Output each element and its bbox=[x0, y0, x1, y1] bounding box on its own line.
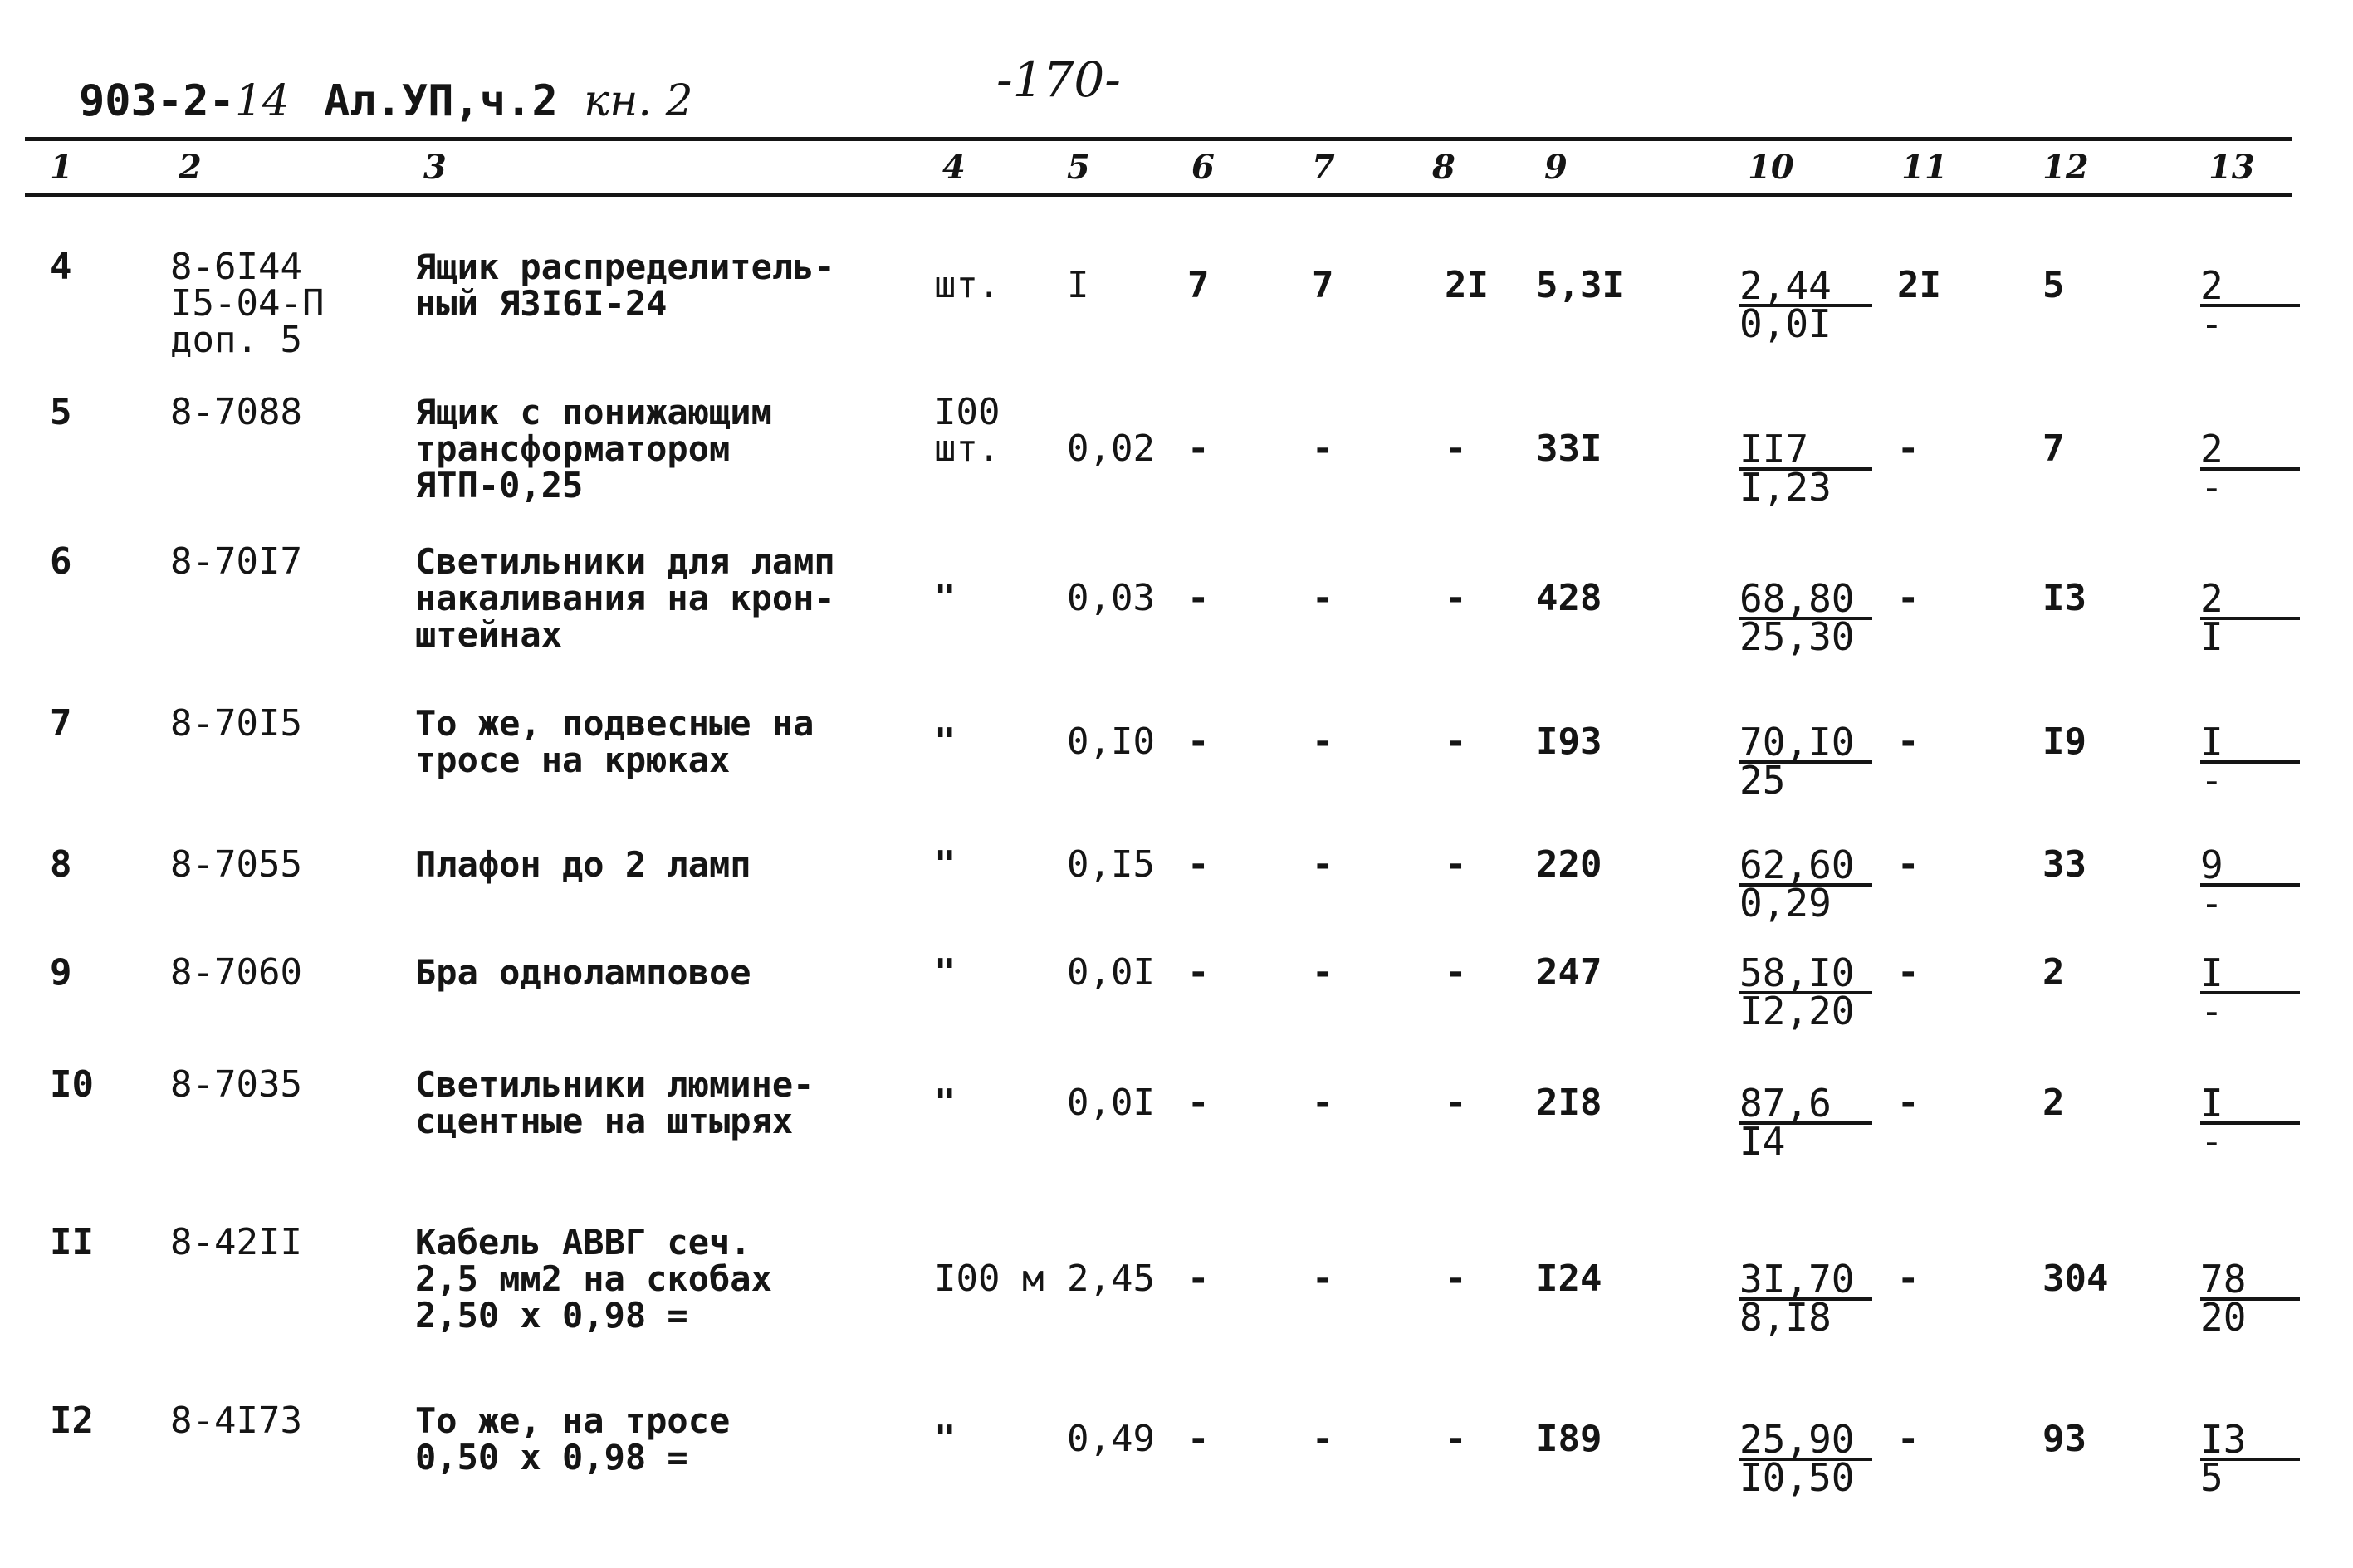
unit: " bbox=[934, 843, 956, 886]
col-7: - bbox=[1312, 1258, 1334, 1300]
col-8: - bbox=[1445, 577, 1467, 619]
col-10-numerator: 87,6 bbox=[1739, 1085, 1872, 1125]
col-12: I3 bbox=[2042, 577, 2086, 619]
col-9: 247 bbox=[1536, 951, 1602, 994]
col-13-numerator: 78 bbox=[2200, 1261, 2300, 1301]
col-10-fraction bbox=[1739, 263, 1872, 346]
norm-code: 8-7035 bbox=[170, 1063, 302, 1106]
col-9: 428 bbox=[1536, 577, 1602, 619]
norm-code: 8-7060 bbox=[170, 951, 302, 994]
col-13-denominator: 20 bbox=[2200, 1295, 2247, 1340]
quantity: 2,45 bbox=[1067, 1258, 1155, 1300]
col-12: 2 bbox=[2042, 951, 2065, 994]
col-13-denominator: - bbox=[2200, 1119, 2223, 1164]
col-13-denominator: - bbox=[2200, 465, 2223, 510]
col-10-denominator: 0,29 bbox=[1739, 881, 1832, 926]
col-13-numerator: I bbox=[2200, 955, 2300, 994]
col-13-denominator: I bbox=[2200, 614, 2223, 659]
col-7: 7 bbox=[1312, 264, 1334, 306]
col-10-denominator: 25 bbox=[1739, 758, 1786, 803]
col-11: - bbox=[1897, 1258, 1920, 1300]
quantity: 0,0I bbox=[1067, 951, 1155, 994]
col-6: - bbox=[1187, 1258, 1210, 1300]
col-13-fraction bbox=[2200, 950, 2300, 1033]
page-number: -170- bbox=[996, 51, 1121, 108]
col-12: 93 bbox=[2042, 1418, 2086, 1460]
unit: шт. bbox=[934, 264, 1000, 306]
col-12: 7 bbox=[2042, 427, 2065, 470]
col-8: - bbox=[1445, 951, 1467, 994]
col-10-fraction bbox=[1739, 576, 1872, 659]
quantity: 0,03 bbox=[1067, 577, 1155, 619]
col-10-numerator: 25,90 bbox=[1739, 1421, 1872, 1461]
row-number: I2 bbox=[50, 1399, 94, 1442]
col-13-numerator: 2 bbox=[2200, 580, 2300, 620]
work-description: Плафон до 2 ламп bbox=[415, 844, 751, 885]
col-10-numerator: 62,60 bbox=[1739, 847, 1872, 887]
album-reference bbox=[324, 76, 693, 126]
row-number: 8 bbox=[50, 843, 72, 886]
col-9: 220 bbox=[1536, 843, 1602, 886]
col-6: - bbox=[1187, 720, 1210, 763]
col-7: - bbox=[1312, 720, 1334, 763]
document-code bbox=[79, 76, 290, 126]
col-8: - bbox=[1445, 1082, 1467, 1124]
col-12: 5 bbox=[2042, 264, 2065, 306]
norm-code: 8-4I73 bbox=[170, 1399, 302, 1442]
column-number-12: 12 bbox=[2042, 148, 2089, 187]
row-number: I0 bbox=[50, 1063, 94, 1106]
work-description: Ящик с понижающим трансформатором ЯТП-0,25 bbox=[415, 392, 772, 506]
col-10-fraction bbox=[1739, 843, 1872, 926]
col-13-fraction bbox=[2200, 720, 2300, 803]
row-number: 7 bbox=[50, 702, 72, 745]
col-10-denominator: 0,0I bbox=[1739, 301, 1832, 346]
column-number-4: 4 bbox=[942, 148, 966, 187]
col-13-fraction bbox=[2200, 427, 2300, 510]
col-10-fraction bbox=[1739, 427, 1872, 510]
col-13-fraction bbox=[2200, 843, 2300, 926]
work-description: Кабель АВВГ сеч. 2,5 мм2 на скобах 2,50 х 0,98 = bbox=[415, 1222, 772, 1336]
col-11: - bbox=[1897, 843, 1920, 886]
unit: " bbox=[934, 577, 956, 619]
column-number-13: 13 bbox=[2209, 148, 2255, 187]
col-13-denominator: - bbox=[2200, 989, 2223, 1033]
row-number: 4 bbox=[50, 246, 72, 288]
quantity: 0,0I bbox=[1067, 1082, 1155, 1124]
col-9: 5,3I bbox=[1536, 264, 1624, 306]
col-10-fraction bbox=[1739, 1081, 1872, 1164]
col-12: 33 bbox=[2042, 843, 2086, 886]
header-rule-top bbox=[25, 137, 2292, 141]
unit: " bbox=[934, 1082, 956, 1124]
document-code-handwritten: 14 bbox=[234, 76, 291, 126]
col-7: - bbox=[1312, 951, 1334, 994]
unit: " bbox=[934, 951, 956, 994]
quantity: I bbox=[1067, 264, 1089, 306]
col-13-numerator: 9 bbox=[2200, 847, 2300, 887]
norm-code: 8-70I7 bbox=[170, 540, 302, 583]
row-number: 6 bbox=[50, 540, 72, 583]
column-number-2: 2 bbox=[179, 148, 202, 187]
col-13-denominator: - bbox=[2200, 881, 2223, 926]
col-13-denominator: - bbox=[2200, 301, 2223, 346]
col-13-numerator: I3 bbox=[2200, 1421, 2300, 1461]
col-7: - bbox=[1312, 427, 1334, 470]
col-10-numerator: 3I,70 bbox=[1739, 1261, 1872, 1301]
col-7: - bbox=[1312, 577, 1334, 619]
col-13-denominator: 5 bbox=[2200, 1455, 2223, 1500]
unit: " bbox=[934, 720, 956, 763]
col-13-numerator: 2 bbox=[2200, 267, 2300, 307]
column-number-5: 5 bbox=[1067, 148, 1090, 187]
col-6: - bbox=[1187, 843, 1210, 886]
norm-code: 8-7088 bbox=[170, 391, 302, 433]
col-13-fraction bbox=[2200, 1081, 2300, 1164]
col-12: 304 bbox=[2042, 1258, 2109, 1300]
col-6: - bbox=[1187, 1082, 1210, 1124]
col-11: 2I bbox=[1897, 264, 1941, 306]
col-13-fraction bbox=[2200, 576, 2300, 659]
col-10-numerator: 58,I0 bbox=[1739, 955, 1872, 994]
col-10-numerator: 70,I0 bbox=[1739, 724, 1872, 764]
col-9: I93 bbox=[1536, 720, 1602, 763]
quantity: 0,I5 bbox=[1067, 843, 1155, 886]
col-6: - bbox=[1187, 1418, 1210, 1460]
work-description: То же, подвесные на тросе на крюках bbox=[415, 703, 814, 780]
album-handwritten: кн. 2 bbox=[584, 76, 693, 126]
col-13-numerator: I bbox=[2200, 724, 2300, 764]
col-8: - bbox=[1445, 427, 1467, 470]
work-description: Бра одноламповое bbox=[415, 952, 751, 993]
col-11: - bbox=[1897, 577, 1920, 619]
col-6: - bbox=[1187, 951, 1210, 994]
column-number-11: 11 bbox=[1901, 148, 1948, 187]
column-number-1: 1 bbox=[50, 148, 73, 187]
col-7: - bbox=[1312, 1418, 1334, 1460]
row-number: 5 bbox=[50, 391, 72, 433]
norm-code: 8-42II bbox=[170, 1221, 302, 1263]
col-7: - bbox=[1312, 843, 1334, 886]
work-description: Светильники люмине- сцентные на штырях bbox=[415, 1064, 814, 1141]
col-13-fraction bbox=[2200, 1257, 2300, 1340]
col-6: - bbox=[1187, 577, 1210, 619]
quantity: 0,02 bbox=[1067, 427, 1155, 470]
col-8: - bbox=[1445, 720, 1467, 763]
col-10-fraction bbox=[1739, 950, 1872, 1033]
col-11: - bbox=[1897, 720, 1920, 763]
column-number-9: 9 bbox=[1544, 148, 1568, 187]
work-description: Светильники для ламп накаливания на крон- штейнах bbox=[415, 541, 835, 655]
col-10-denominator: I0,50 bbox=[1739, 1455, 1855, 1500]
norm-code: 8-6I44 I5-04-П доп. 5 bbox=[170, 246, 325, 361]
col-9: 33I bbox=[1536, 427, 1602, 470]
col-10-numerator: II7 bbox=[1739, 431, 1872, 471]
document-code-printed: 903-2- bbox=[79, 76, 235, 126]
col-10-fraction bbox=[1739, 1257, 1872, 1340]
norm-code: 8-70I5 bbox=[170, 702, 302, 745]
col-10-denominator: I4 bbox=[1739, 1119, 1786, 1164]
col-9: I24 bbox=[1536, 1258, 1602, 1300]
col-10-denominator: 8,I8 bbox=[1739, 1295, 1832, 1340]
col-7: - bbox=[1312, 1082, 1334, 1124]
col-10-fraction bbox=[1739, 720, 1872, 803]
norm-code: 8-7055 bbox=[170, 843, 302, 886]
col-9: 2I8 bbox=[1536, 1082, 1602, 1124]
col-13-numerator: 2 bbox=[2200, 431, 2300, 471]
row-number: II bbox=[50, 1221, 94, 1263]
col-6: 7 bbox=[1187, 264, 1210, 306]
col-13-denominator: - bbox=[2200, 758, 2223, 803]
col-13-numerator: I bbox=[2200, 1085, 2300, 1125]
column-number-8: 8 bbox=[1432, 148, 1455, 187]
unit: I00 шт. bbox=[934, 391, 1000, 470]
col-13-fraction bbox=[2200, 1417, 2300, 1500]
col-10-numerator: 2,44 bbox=[1739, 267, 1872, 307]
col-10-denominator: I,23 bbox=[1739, 465, 1832, 510]
column-number-6: 6 bbox=[1191, 148, 1215, 187]
col-8: - bbox=[1445, 843, 1467, 886]
col-10-numerator: 68,80 bbox=[1739, 580, 1872, 620]
col-11: - bbox=[1897, 1082, 1920, 1124]
col-8: - bbox=[1445, 1258, 1467, 1300]
col-11: - bbox=[1897, 427, 1920, 470]
work-description: То же, на тросе 0,50 х 0,98 = bbox=[415, 1400, 731, 1478]
col-10-denominator: 25,30 bbox=[1739, 614, 1855, 659]
column-number-7: 7 bbox=[1312, 148, 1335, 187]
work-description: Ящик распределитель- ный ЯЗI6I-24 bbox=[415, 247, 835, 324]
col-13-fraction bbox=[2200, 263, 2300, 346]
unit: I00 м bbox=[934, 1258, 1044, 1300]
col-9: I89 bbox=[1536, 1418, 1602, 1460]
col-10-denominator: I2,20 bbox=[1739, 989, 1855, 1033]
header-rule-bottom bbox=[25, 193, 2292, 197]
unit: " bbox=[934, 1418, 956, 1460]
col-11: - bbox=[1897, 1418, 1920, 1460]
column-number-3: 3 bbox=[423, 148, 447, 187]
col-8: 2I bbox=[1445, 264, 1489, 306]
col-10-fraction bbox=[1739, 1417, 1872, 1500]
col-11: - bbox=[1897, 951, 1920, 994]
col-6: - bbox=[1187, 427, 1210, 470]
quantity: 0,49 bbox=[1067, 1418, 1155, 1460]
column-number-10: 10 bbox=[1748, 148, 1794, 187]
col-12: 2 bbox=[2042, 1082, 2065, 1124]
quantity: 0,I0 bbox=[1067, 720, 1155, 763]
col-8: - bbox=[1445, 1418, 1467, 1460]
row-number: 9 bbox=[50, 951, 72, 994]
col-12: I9 bbox=[2042, 720, 2086, 763]
album-printed: Ал.УП,ч.2 bbox=[324, 76, 558, 126]
